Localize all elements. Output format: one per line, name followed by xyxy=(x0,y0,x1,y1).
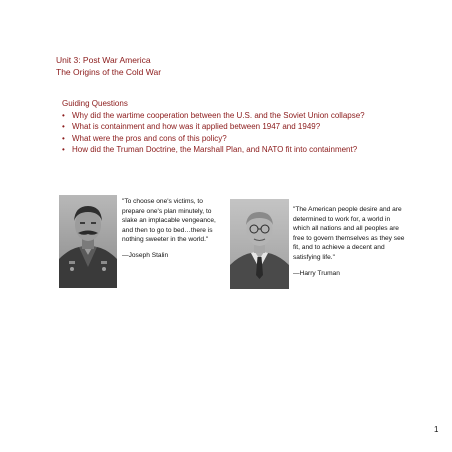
bullet-icon: • xyxy=(62,122,65,131)
question-item xyxy=(62,133,422,145)
question-item xyxy=(62,121,422,133)
page-title: The Origins of the Cold War xyxy=(56,67,162,77)
truman-attribution: —Harry Truman xyxy=(293,269,340,277)
bullet-icon: • xyxy=(62,145,65,154)
bullet-icon: • xyxy=(62,133,65,143)
bullet-icon: • xyxy=(62,110,65,120)
stalin-quote-text: "To choose one's victims, to prepare one's plan minutely, to slake an implacable vengeance, and then to go to bed…there is nothing sweeter in the world." xyxy=(122,198,216,244)
guiding-heading: Guiding Questions xyxy=(62,99,128,108)
guiding-questions xyxy=(62,98,422,156)
slide-header xyxy=(56,54,161,78)
question-text: Why did the wartime cooperation between the U.S. and the Soviet Union collapse? xyxy=(72,110,365,120)
question-item xyxy=(62,144,422,156)
truman-portrait xyxy=(230,199,289,289)
stalin-portrait xyxy=(59,195,117,288)
question-text: How did the Truman Doctrine, the Marshall Plan, and NATO fit into containment? xyxy=(72,145,358,154)
page-number: 1 xyxy=(434,425,439,434)
truman-quote xyxy=(293,205,405,278)
question-text: What were the pros and cons of this policy? xyxy=(72,133,227,143)
truman-portrait-image xyxy=(230,199,289,289)
truman-quote-text: "The American people desire and are determined to work for, a world in which all nations and all peoples are free to govern themselves as they see fit, and to achieve a decent and satisfying life." xyxy=(293,206,405,261)
question-list xyxy=(62,110,422,156)
unit-title: Unit 3: Post War America xyxy=(56,55,151,65)
stalin-portrait-image xyxy=(59,195,117,288)
stalin-attribution: —Joseph Stalin xyxy=(122,251,169,259)
question-item xyxy=(62,110,422,122)
question-text: What is containment and how was it applied between 1947 and 1949? xyxy=(72,122,321,131)
stalin-quote xyxy=(122,197,224,261)
